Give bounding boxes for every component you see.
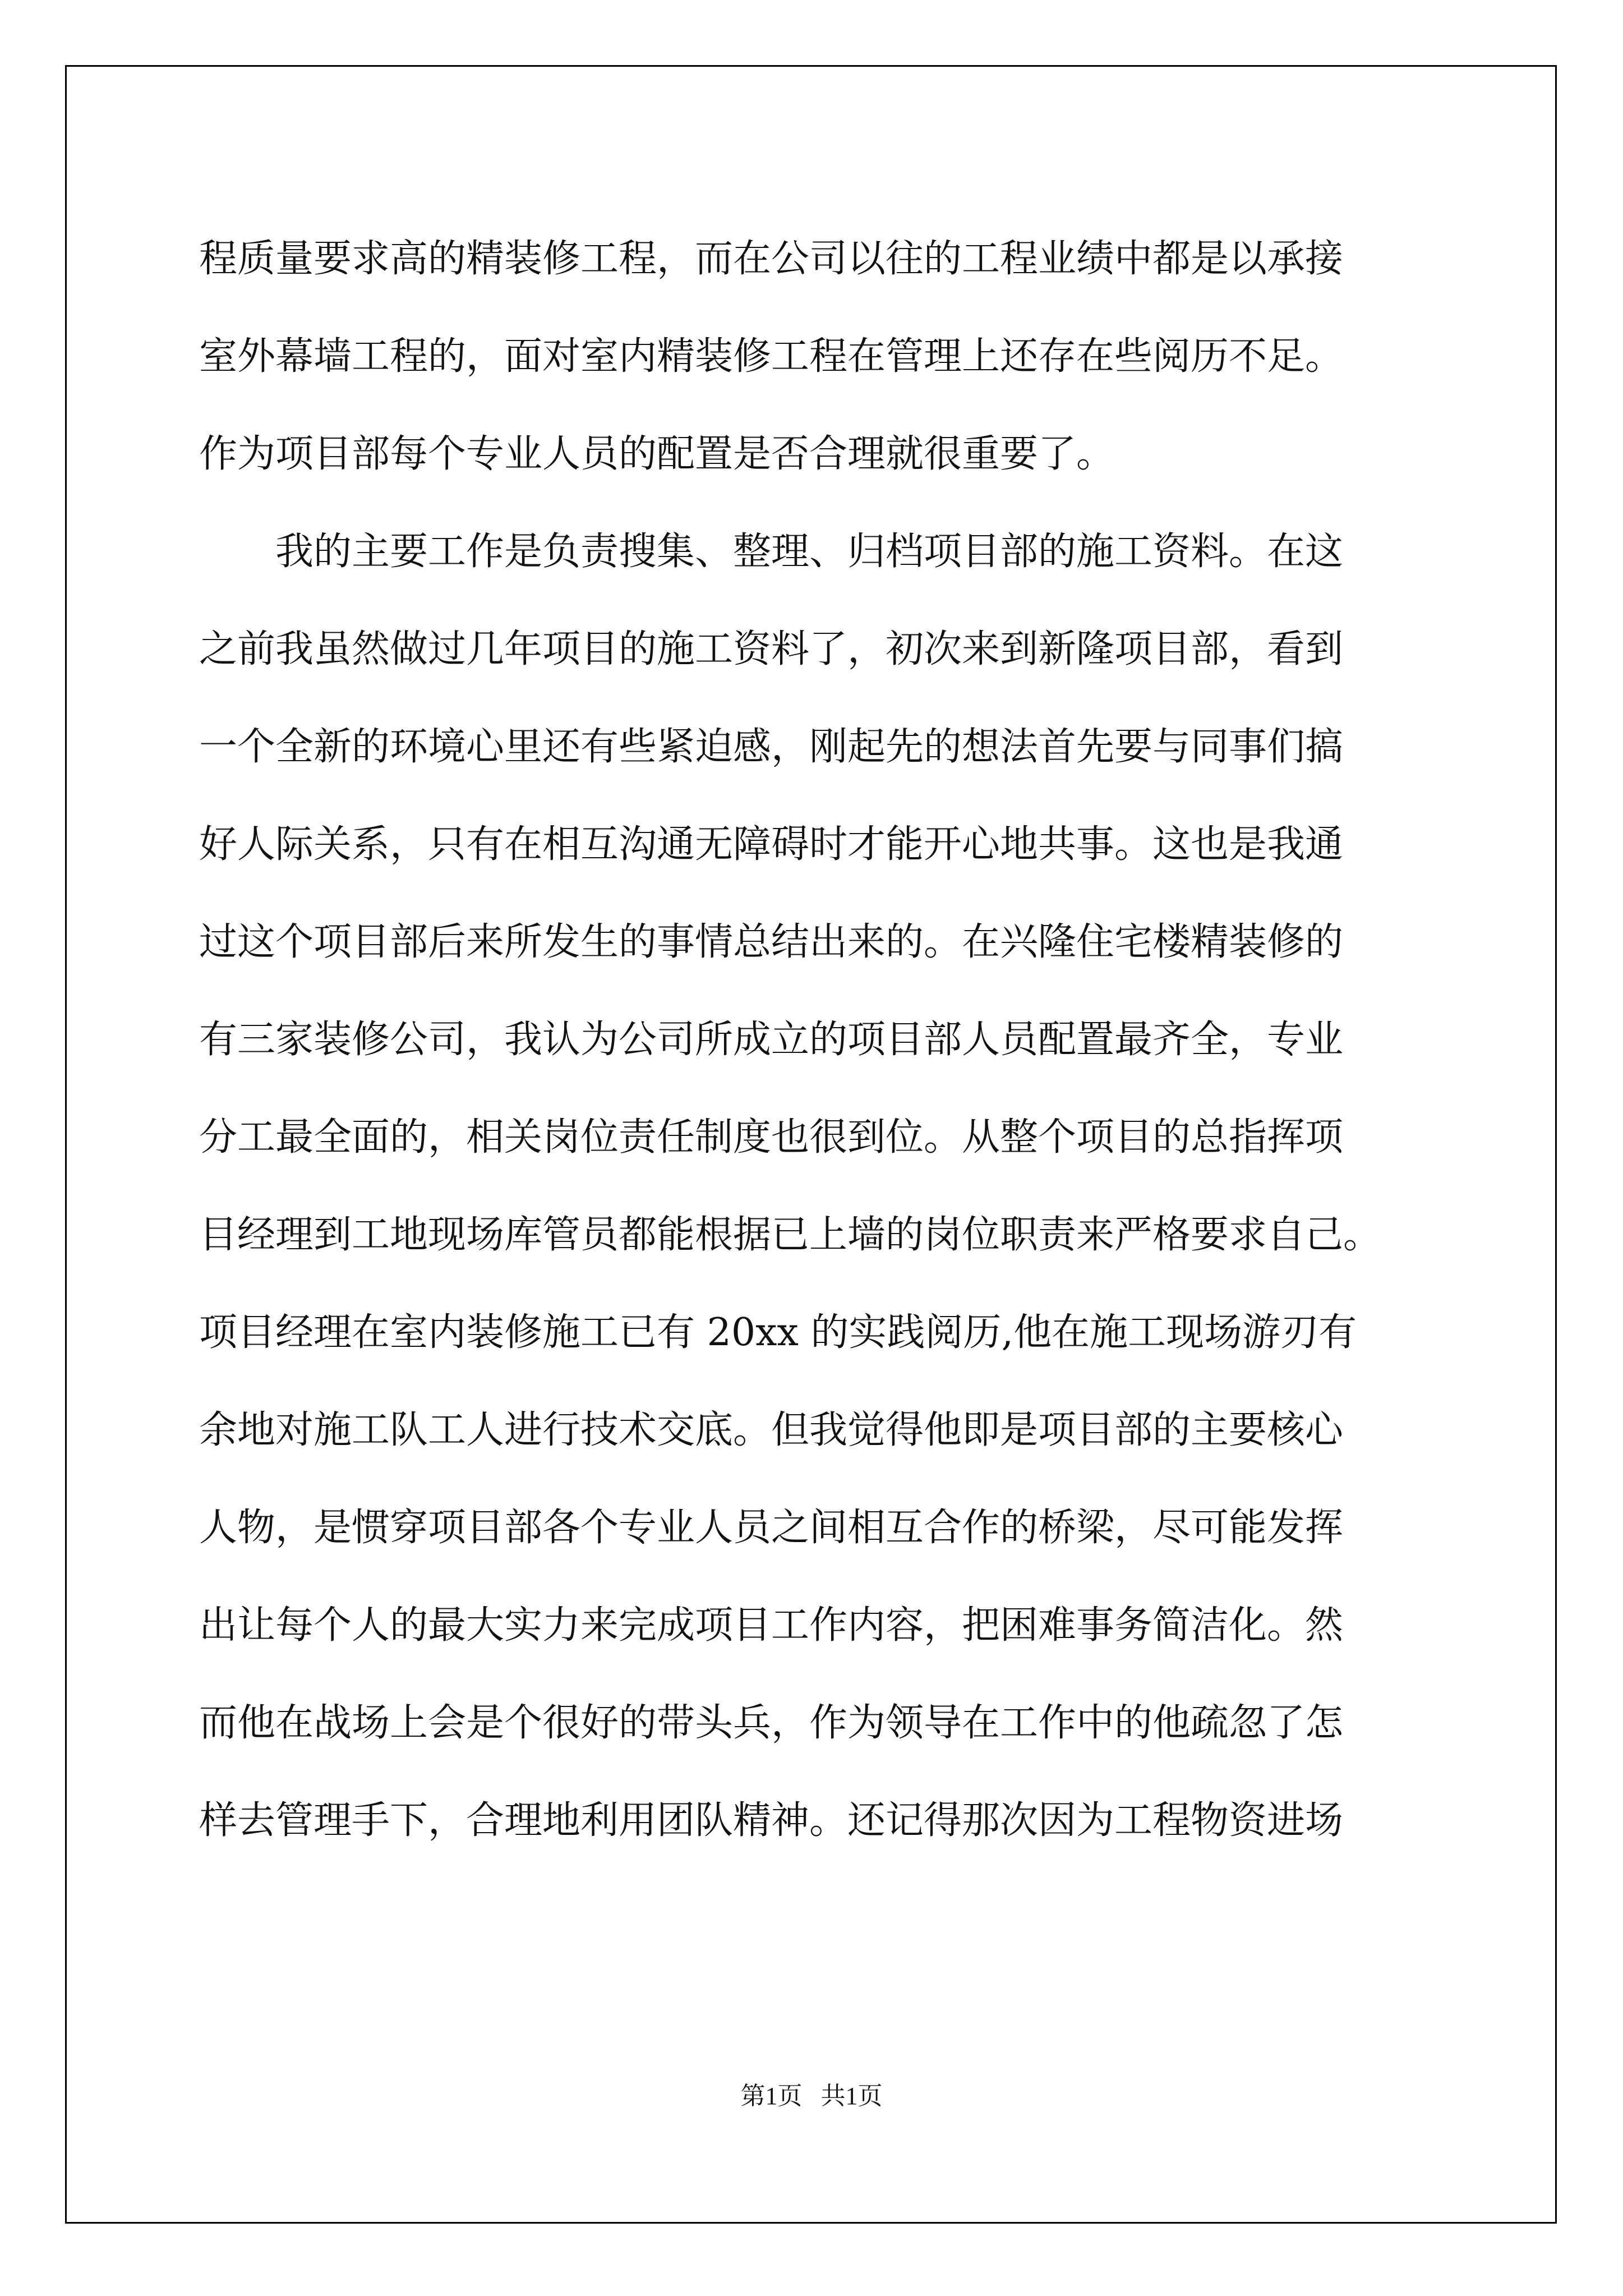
- text-line: 之前我虽然做过几年项目的施工资料了，初次来到新隆项目部，看到: [199, 627, 1344, 671]
- text-line: 人物，是惯穿项目部各个专业人员之间相互合作的桥梁，尽可能发挥: [199, 1506, 1344, 1550]
- text-line: 有三家装修公司，我认为公司所成立的项目部人员配置最齐全，专业: [199, 1018, 1344, 1062]
- text-line: 分工最全面的，相关岗位责任制度也很到位。从整个项目的总指挥项: [199, 1115, 1344, 1159]
- text-line: 室外幕墙工程的，面对室内精装修工程在管理上还存在些阅历不足。: [199, 334, 1344, 379]
- text-line: 出让每个人的最大实力来完成项目工作内容，把困难事务简洁化。然: [199, 1603, 1344, 1648]
- text-line: 作为项目部每个专业人员的配置是否合理就很重要了。: [199, 432, 1115, 476]
- page-number-footer: 第1页 共1页: [740, 2082, 883, 2110]
- text-line: 一个全新的环境心里还有些紧迫感，刚起先的想法首先要与同事们搞: [199, 725, 1344, 769]
- text-line: 目经理到工地现场库管员都能根据已上墙的岗位职责来严格要求自己。: [199, 1213, 1382, 1257]
- text-line: 好人际关系，只有在相互沟通无障碍时才能开心地共事。这也是我通: [199, 822, 1344, 867]
- text-line: 过这个项目部后来所发生的事情总结出来的。在兴隆住宅楼精装修的: [199, 920, 1344, 964]
- text-line: 而他在战场上会是个很好的带头兵，作为领导在工作中的他疏忽了怎: [199, 1701, 1344, 1745]
- paragraph-first-line: 我的主要工作是负责搜集、整理、归档项目部的施工资料。在这: [275, 530, 1344, 574]
- text-line: 程质量要求高的精装修工程，而在公司以往的工程业绩中都是以承接: [199, 237, 1344, 281]
- document-body: [199, 210, 1438, 1870]
- text-line: 样去管理手下，合理地利用团队精神。还记得那次因为工程物资进场: [199, 1798, 1344, 1843]
- text-line: 项目经理在室内装修施工已有 20xx 的实践阅历,他在施工现场游刃有: [199, 1310, 1357, 1355]
- text-line: 余地对施工队工人进行技术交底。但我觉得他即是项目部的主要核心: [199, 1408, 1344, 1452]
